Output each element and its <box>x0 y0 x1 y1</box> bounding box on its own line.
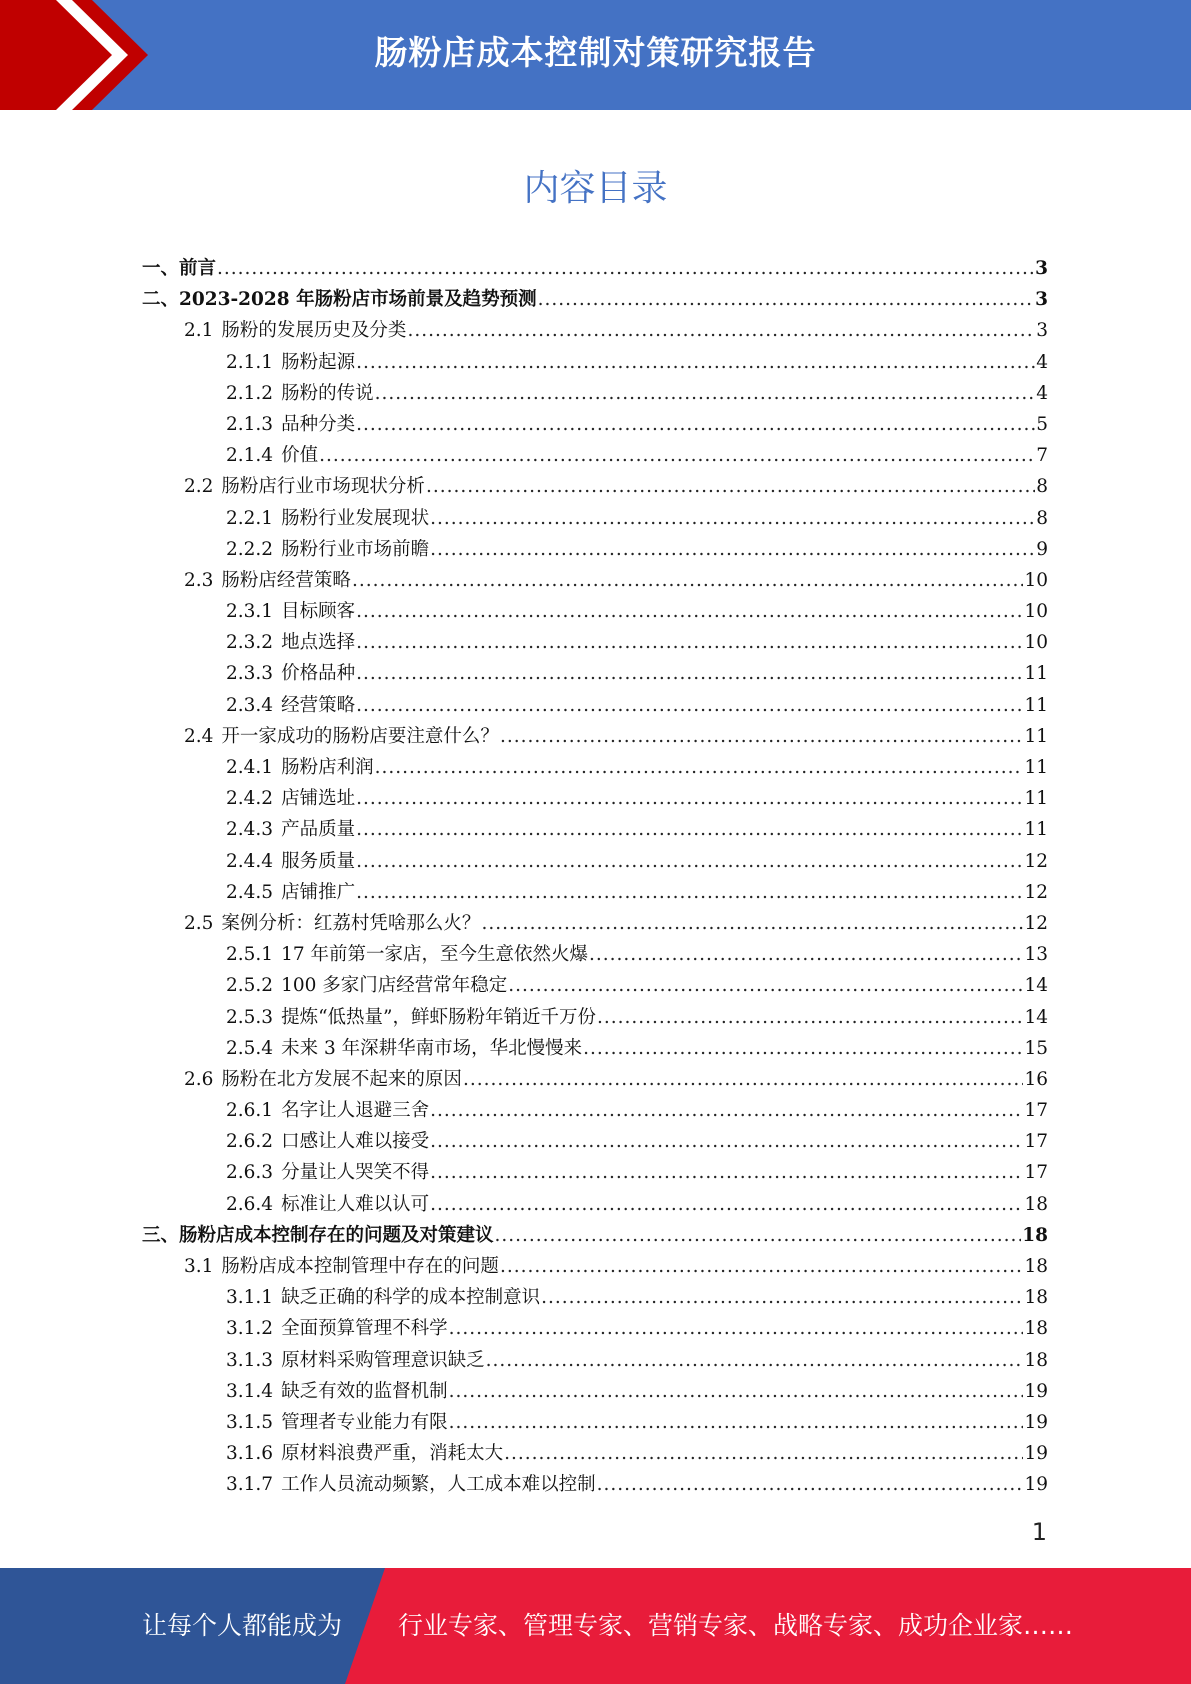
toc-entry-title: 肠粉的发展历史及分类 <box>221 320 407 342</box>
toc-entry[interactable] <box>142 441 1048 472</box>
toc-entry-number: 3.1.7 <box>226 1474 274 1496</box>
toc-dot-leader <box>319 445 1035 466</box>
toc-dot-leader <box>356 414 1035 435</box>
toc-dot-leader <box>486 1350 1024 1371</box>
toc-entry-page: 3 <box>1035 289 1048 311</box>
toc-entry-page: 12 <box>1024 912 1048 934</box>
toc-entry-page: 19 <box>1024 1443 1048 1465</box>
toc-dot-leader <box>430 1162 1023 1183</box>
toc-dot-leader <box>463 1069 1024 1090</box>
toc-entry-number: 2.1.3 <box>226 413 274 435</box>
toc-entry-title: 一、前言 <box>142 258 217 279</box>
toc-entry[interactable] <box>142 379 1048 410</box>
toc-entry[interactable] <box>142 1408 1048 1439</box>
toc-dot-leader <box>426 476 1035 497</box>
toc-entry-page: 4 <box>1036 351 1048 373</box>
toc-entry-number: 2.2.2 <box>226 538 274 560</box>
toc-entry-number: 2.1 <box>184 320 214 342</box>
toc-dot-leader <box>356 632 1023 653</box>
toc-entry-page: 4 <box>1036 382 1048 404</box>
toc-entry-page: 11 <box>1024 757 1048 778</box>
toc-entry-title: 管理者专业能力有限 <box>281 1411 448 1433</box>
toc-dot-leader <box>430 1131 1023 1152</box>
toc-entry-page: 18 <box>1022 1224 1048 1246</box>
toc-dot-leader <box>589 944 1023 965</box>
toc-dot-leader <box>449 1318 1024 1339</box>
toc-entry-title: 肠粉的传说 <box>281 382 374 404</box>
toc-entry[interactable] <box>142 566 1048 597</box>
toc-entry-number: 2.2.1 <box>226 507 274 529</box>
toc-entry-number: 2.1.2 <box>226 382 274 404</box>
toc-entry-title: 三、肠粉店成本控制存在的问题及对策建议 <box>142 1224 494 1246</box>
toc-entry-title: 100 多家门店经营常年稳定 <box>281 975 508 997</box>
toc-entry[interactable] <box>142 1096 1048 1127</box>
toc-entry-page: 8 <box>1036 476 1048 498</box>
toc-entry-page: 17 <box>1024 1162 1048 1184</box>
toc-entry-page: 15 <box>1024 1037 1048 1059</box>
toc-entry-page: 18 <box>1024 1256 1048 1277</box>
toc-entry[interactable] <box>142 1377 1048 1408</box>
toc-dot-leader <box>430 1100 1023 1121</box>
toc-dot-leader <box>597 1474 1024 1495</box>
toc-entry-title: 服务质量 <box>281 850 356 872</box>
toc-entry[interactable] <box>142 316 1048 347</box>
toc-entry-number: 2.4.5 <box>226 881 274 903</box>
toc-entry-title: 开一家成功的肠粉店要注意什么？ <box>221 725 499 747</box>
toc-entry-title: 口感让人难以接受 <box>281 1131 430 1153</box>
toc-entry[interactable] <box>142 1034 1048 1065</box>
toc-entry-number: 2.4.2 <box>226 788 274 810</box>
toc-entry-number: 3.1.4 <box>226 1380 274 1402</box>
toc-entry-title: 名字让人退避三舍 <box>281 1100 430 1122</box>
toc-entry-number: 2.3.3 <box>226 663 274 685</box>
toc-entry-page: 11 <box>1024 725 1048 747</box>
toc-entry-number: 2.1.1 <box>226 351 274 373</box>
toc-dot-leader <box>356 882 1023 903</box>
toc-entry-title: 地点选择 <box>281 632 356 654</box>
toc-entry-number: 2.3.2 <box>226 632 274 654</box>
toc-entry-page: 12 <box>1024 881 1048 903</box>
toc-entry-page: 12 <box>1024 850 1048 872</box>
toc-entry[interactable] <box>142 722 1048 753</box>
toc-dot-leader <box>508 975 1023 996</box>
footer-slogan-left: 让每个人都能成为 <box>142 1611 343 1640</box>
toc-entry-title: 品种分类 <box>281 413 356 435</box>
toc-entry-title: 肠粉行业市场前瞻 <box>281 538 430 560</box>
toc-entry-title: 肠粉店利润 <box>281 757 374 778</box>
toc-entry-title: 未来 3 年深耕华南市场，华北慢慢来 <box>281 1037 583 1059</box>
toc-entry-number: 2.4.1 <box>226 757 274 778</box>
toc-entry-number: 2.2 <box>184 476 214 498</box>
toc-entry-page: 19 <box>1024 1411 1048 1433</box>
toc-entry-number: 3.1.5 <box>226 1411 274 1433</box>
toc-entry-number: 2.4.4 <box>226 850 274 872</box>
toc-entry-page: 9 <box>1036 538 1048 560</box>
toc-entry-title: 店铺选址 <box>281 788 356 810</box>
toc-dot-leader <box>356 601 1023 622</box>
toc-entry[interactable] <box>142 535 1048 566</box>
toc-dot-leader <box>504 1443 1023 1464</box>
toc-entry-page: 11 <box>1024 819 1048 841</box>
toc-dot-leader <box>356 819 1023 840</box>
toc-dot-leader <box>500 726 1024 747</box>
toc-entry-title: 价格品种 <box>281 663 356 685</box>
toc-entry-title: 经营策略 <box>281 694 356 716</box>
toc-entry-title: 分量让人哭笑不得 <box>281 1162 430 1184</box>
toc-entry-number: 2.3.1 <box>226 601 274 623</box>
toc-entry[interactable] <box>142 1439 1048 1470</box>
toc-dot-leader <box>430 1194 1023 1215</box>
toc-entry[interactable] <box>142 1190 1048 1221</box>
toc-dot-leader <box>597 1007 1023 1028</box>
toc-dot-leader <box>449 1381 1024 1402</box>
toc-entry-page: 3 <box>1035 258 1048 279</box>
toc-entry[interactable] <box>142 285 1048 316</box>
toc-entry-page: 13 <box>1024 944 1048 966</box>
toc-entry-page: 17 <box>1024 1131 1048 1153</box>
toc-entry-title: 产品质量 <box>281 819 356 841</box>
toc-dot-leader <box>538 289 1035 310</box>
toc-entry-number: 2.5.2 <box>226 975 274 997</box>
toc-entry-title: 缺乏正确的科学的成本控制意识 <box>281 1287 541 1309</box>
toc-entry-title: 肠粉店行业市场现状分析 <box>221 476 425 498</box>
toc-entry-page: 18 <box>1024 1349 1048 1371</box>
toc-entry[interactable] <box>142 784 1048 815</box>
toc-entry-number: 2.6.1 <box>226 1100 274 1122</box>
toc-entry[interactable] <box>142 628 1048 659</box>
toc-entry-page: 18 <box>1024 1287 1048 1309</box>
toc-entry[interactable] <box>142 1283 1048 1314</box>
toc-entry-page: 17 <box>1024 1100 1048 1122</box>
toc-entry-title: 二、2023-2028 年肠粉店市场前景及趋势预测 <box>142 289 537 311</box>
toc-entry-title: 目标顾客 <box>281 601 356 623</box>
toc-entry[interactable] <box>142 254 1048 285</box>
toc-dot-leader <box>407 320 1035 341</box>
toc-entry[interactable] <box>142 348 1048 379</box>
toc-entry[interactable] <box>142 1127 1048 1158</box>
toc-entry-title: 肠粉起源 <box>281 351 356 373</box>
toc-entry-number: 2.3 <box>184 569 214 591</box>
toc-entry-title: 原材料采购管理意识缺乏 <box>281 1349 485 1371</box>
toc-entry[interactable] <box>142 1470 1048 1501</box>
toc-entry-number: 3.1.3 <box>226 1349 274 1371</box>
toc-dot-leader <box>352 570 1024 591</box>
toc-entry[interactable] <box>142 472 1048 503</box>
toc-dot-leader <box>356 663 1023 684</box>
toc-dot-leader <box>430 539 1035 560</box>
toc-dot-leader <box>356 788 1023 809</box>
toc-entry-number: 2.4 <box>184 725 214 747</box>
toc-entry-number: 2.1.4 <box>226 445 274 467</box>
toc-entry-number: 2.5.3 <box>226 1006 274 1028</box>
toc-dot-leader <box>449 1412 1024 1433</box>
header-banner <box>0 0 1191 110</box>
toc-entry-number: 2.3.4 <box>226 694 274 716</box>
toc-entry-page: 5 <box>1036 413 1048 435</box>
toc-dot-leader <box>500 1256 1024 1277</box>
report-title: 肠粉店成本控制对策研究报告 <box>374 33 817 72</box>
toc-entry-number: 2.6.3 <box>226 1162 274 1184</box>
footer-slogan-right: 行业专家、管理专家、营销专家、战略专家、成功企业家…… <box>398 1611 1074 1640</box>
toc-entry[interactable] <box>142 940 1048 971</box>
toc-entry-page: 10 <box>1024 601 1048 623</box>
toc-entry-page: 19 <box>1024 1474 1048 1496</box>
page-number: 1 <box>1031 1518 1047 1546</box>
toc-entry-number: 2.6 <box>184 1068 214 1090</box>
toc-entry-title: 价值 <box>281 445 319 467</box>
toc-entry[interactable] <box>142 1221 1048 1252</box>
toc-entry[interactable] <box>142 878 1048 909</box>
toc-entry-number: 2.6.2 <box>226 1131 274 1153</box>
toc-dot-leader <box>356 695 1023 716</box>
toc-dot-leader <box>356 851 1023 872</box>
toc-heading: 内容目录 <box>523 168 668 209</box>
toc-dot-leader <box>495 1225 1022 1246</box>
toc-entry-page: 11 <box>1024 694 1048 716</box>
toc-entry-page: 18 <box>1024 1318 1048 1340</box>
toc-entry-title: 标准让人难以认可 <box>281 1193 430 1215</box>
table-of-contents <box>142 254 1048 1502</box>
toc-entry[interactable] <box>142 597 1048 628</box>
toc-entry-number: 2.5.1 <box>226 944 274 966</box>
toc-entry[interactable] <box>142 815 1048 846</box>
toc-entry-page: 11 <box>1024 663 1048 685</box>
toc-dot-leader <box>430 508 1035 529</box>
toc-entry-page: 18 <box>1024 1193 1048 1215</box>
toc-entry-number: 2.4.3 <box>226 819 274 841</box>
toc-entry-page: 8 <box>1036 507 1048 529</box>
toc-dot-leader <box>583 1038 1023 1059</box>
toc-entry-page: 16 <box>1024 1068 1048 1090</box>
toc-entry-title: 原材料浪费严重，消耗太大 <box>281 1443 504 1465</box>
toc-entry-title: 提炼“低热量”，鲜虾肠粉年销近千万份 <box>281 1006 596 1028</box>
toc-entry-page: 10 <box>1024 632 1048 654</box>
toc-dot-leader <box>375 757 1024 778</box>
toc-entry-number: 2.5.4 <box>226 1037 274 1059</box>
toc-entry-number: 3.1.2 <box>226 1318 274 1340</box>
toc-dot-leader <box>217 258 1034 279</box>
toc-entry[interactable] <box>142 753 1048 784</box>
toc-dot-leader <box>356 352 1035 373</box>
toc-entry[interactable] <box>142 847 1048 878</box>
toc-entry[interactable] <box>142 1314 1048 1345</box>
toc-entry-page: 10 <box>1024 569 1048 591</box>
toc-entry-title: 案例分析：红荔村凭啥那么火？ <box>221 912 481 934</box>
toc-entry-number: 3.1.1 <box>226 1287 274 1309</box>
toc-dot-leader <box>481 913 1023 934</box>
toc-entry[interactable] <box>142 1158 1048 1189</box>
toc-entry-title: 肠粉在北方发展不起来的原因 <box>221 1068 462 1090</box>
toc-entry[interactable] <box>142 1003 1048 1034</box>
toc-entry-title: 工作人员流动频繁，人工成本难以控制 <box>281 1474 596 1496</box>
toc-entry[interactable] <box>142 659 1048 690</box>
toc-entry[interactable] <box>142 1252 1048 1283</box>
toc-entry-page: 14 <box>1024 1006 1048 1028</box>
toc-entry-page: 19 <box>1024 1380 1048 1402</box>
footer-banner <box>0 1568 1191 1684</box>
toc-entry-number: 3.1 <box>184 1256 214 1277</box>
toc-entry[interactable] <box>142 1346 1048 1377</box>
toc-dot-leader <box>375 383 1036 404</box>
toc-entry-number: 3.1.6 <box>226 1443 274 1465</box>
toc-entry-title: 17 年前第一家店，至今生意依然火爆 <box>281 944 589 966</box>
toc-entry-title: 肠粉行业发展现状 <box>281 507 430 529</box>
toc-dot-leader <box>541 1287 1023 1308</box>
toc-entry-title: 肠粉店经营策略 <box>221 569 351 591</box>
toc-entry-title: 肠粉店成本控制管理中存在的问题 <box>221 1256 499 1277</box>
toc-entry[interactable] <box>142 971 1048 1002</box>
toc-entry-title: 全面预算管理不科学 <box>281 1318 448 1340</box>
toc-entry-number: 2.6.4 <box>226 1193 274 1215</box>
toc-entry-number: 2.5 <box>184 912 214 934</box>
toc-entry[interactable] <box>142 691 1048 722</box>
toc-entry-page: 11 <box>1024 788 1048 810</box>
toc-entry-page: 3 <box>1036 320 1048 342</box>
toc-entry-title: 缺乏有效的监督机制 <box>281 1380 448 1402</box>
toc-entry-page: 7 <box>1036 445 1048 467</box>
toc-entry[interactable] <box>142 1065 1048 1096</box>
toc-entry-title: 店铺推广 <box>281 881 356 903</box>
toc-entry[interactable] <box>142 909 1048 940</box>
toc-entry[interactable] <box>142 410 1048 441</box>
toc-entry-page: 14 <box>1024 975 1048 997</box>
toc-entry[interactable] <box>142 504 1048 535</box>
